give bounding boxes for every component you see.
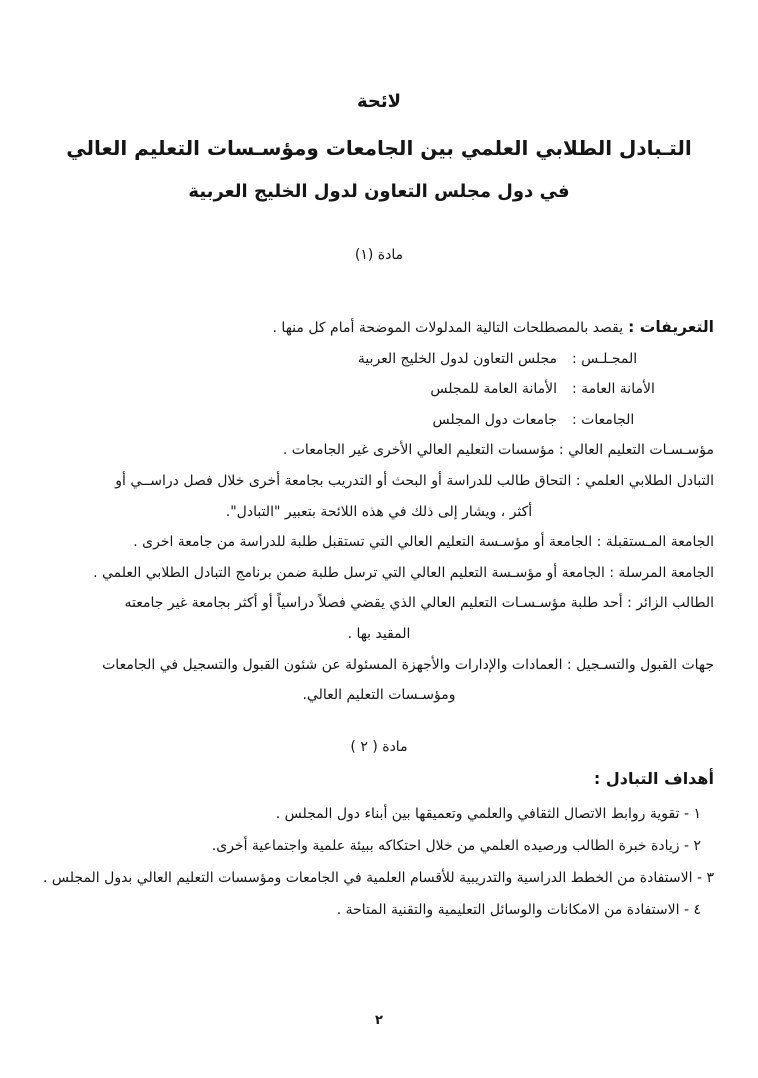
doc-title-kicker: لائحة bbox=[356, 91, 402, 112]
page-number: ٢ bbox=[375, 1013, 383, 1028]
goal-item-3: ٣ - الاستفادة من الخطط الدراسية والتدريبية للأقسام العلمية في الجامعات ومؤسسات التعليم العالي بدول المجلس . bbox=[43, 869, 714, 886]
definition-visiting-student-continuation: المقيد بها . bbox=[347, 625, 411, 642]
definition-term: الأمانة العامة : bbox=[572, 381, 655, 398]
definition-term: الجامعات : bbox=[572, 411, 635, 428]
title-block bbox=[44, 0, 714, 204]
goals-section-title: أهداف التبادل : bbox=[593, 768, 714, 788]
goals-list bbox=[44, 798, 714, 926]
doc-title-region: في دول مجلس التعاون لدول الخليج العربية bbox=[188, 181, 570, 202]
article-2-heading: مادة ( ٢ ) bbox=[350, 738, 408, 755]
definition-receiving-university: الجامعة المـستقبلة : الجامعة أو مؤسـسة التعليم العالي التي تستقبل طلبة للدراسة من جامعة اخرى . bbox=[133, 534, 714, 551]
definitions-intro-term: التعريفات : bbox=[628, 318, 714, 336]
definition-value: مجلس التعاون لدول الخليج العربية bbox=[357, 350, 557, 367]
definition-general-secretariat bbox=[44, 374, 714, 405]
definition-value: الأمانة العامة للمجلس bbox=[430, 381, 557, 398]
definition-student-exchange-continuation: أكثر ، ويشار إلى ذلك في هذه اللائحة بتعبير "التبادل". bbox=[225, 503, 533, 520]
goal-item-2: ٢ - زيادة خبرة الطالب ورصيده العلمي من خلال احتكاكه ببيئة علمية واجتماعية أخرى. bbox=[211, 837, 701, 854]
definitions-intro-text: يقصد بالمصطلحات التالية المدلولات الموضحة أمام كل منها . bbox=[272, 320, 624, 336]
doc-title-main: التـبادل الطلابي العلمي بين الجامعات ومؤسـسات التعليم العالي bbox=[66, 136, 692, 160]
definition-council bbox=[44, 344, 714, 375]
goal-item-4: ٤ - الاستفادة من الامكانات والوسائل التعليمية والتقنية المتاحة . bbox=[336, 901, 701, 918]
definitions-section bbox=[44, 312, 714, 711]
definition-universities bbox=[44, 405, 714, 436]
definition-visiting-student: الطالب الزائر : أحد طلبة مؤسـسـات التعليم العالي الذي يقضي فصلاً دراسياً أو أكثر بجامعة غير جامعته bbox=[124, 595, 714, 612]
definitions-intro bbox=[44, 312, 714, 344]
definition-higher-ed-institutions: مؤسـسـات التعليم العالي : مؤسسات التعليم العالي الأخرى غير الجامعات . bbox=[282, 442, 714, 459]
definition-sending-university: الجامعة المرسلة : الجامعة أو مؤسـسة التعليم العالي التي ترسل طلبة ضمن برنامج التبادل الطلابي العلمي . bbox=[93, 564, 714, 581]
goal-item-1: ١ - تقوية روابط الاتصال الثقافي والعلمي وتعميقها بين أبناء دول المجلس . bbox=[275, 805, 701, 822]
definition-term: المجـلـس : bbox=[572, 350, 638, 367]
definition-admission-registration: جهات القبول والتسـجيل : العمادات والإدارات والأجهزة المسئولة عن شئون القبول والتسجيل في الجامعات bbox=[102, 656, 714, 673]
article-1-heading: مادة (١) bbox=[354, 247, 404, 263]
definition-admission-registration-continuation: ومؤسـسات التعليم العالي. bbox=[302, 687, 456, 704]
definition-student-exchange: التبادل الطلابي العلمي : التحاق طالب للدراسة أو البحث أو التدريب بجامعة أخرى خلال فصل دراســي أو bbox=[115, 472, 714, 489]
definition-value: جامعات دول المجلس bbox=[432, 411, 557, 428]
